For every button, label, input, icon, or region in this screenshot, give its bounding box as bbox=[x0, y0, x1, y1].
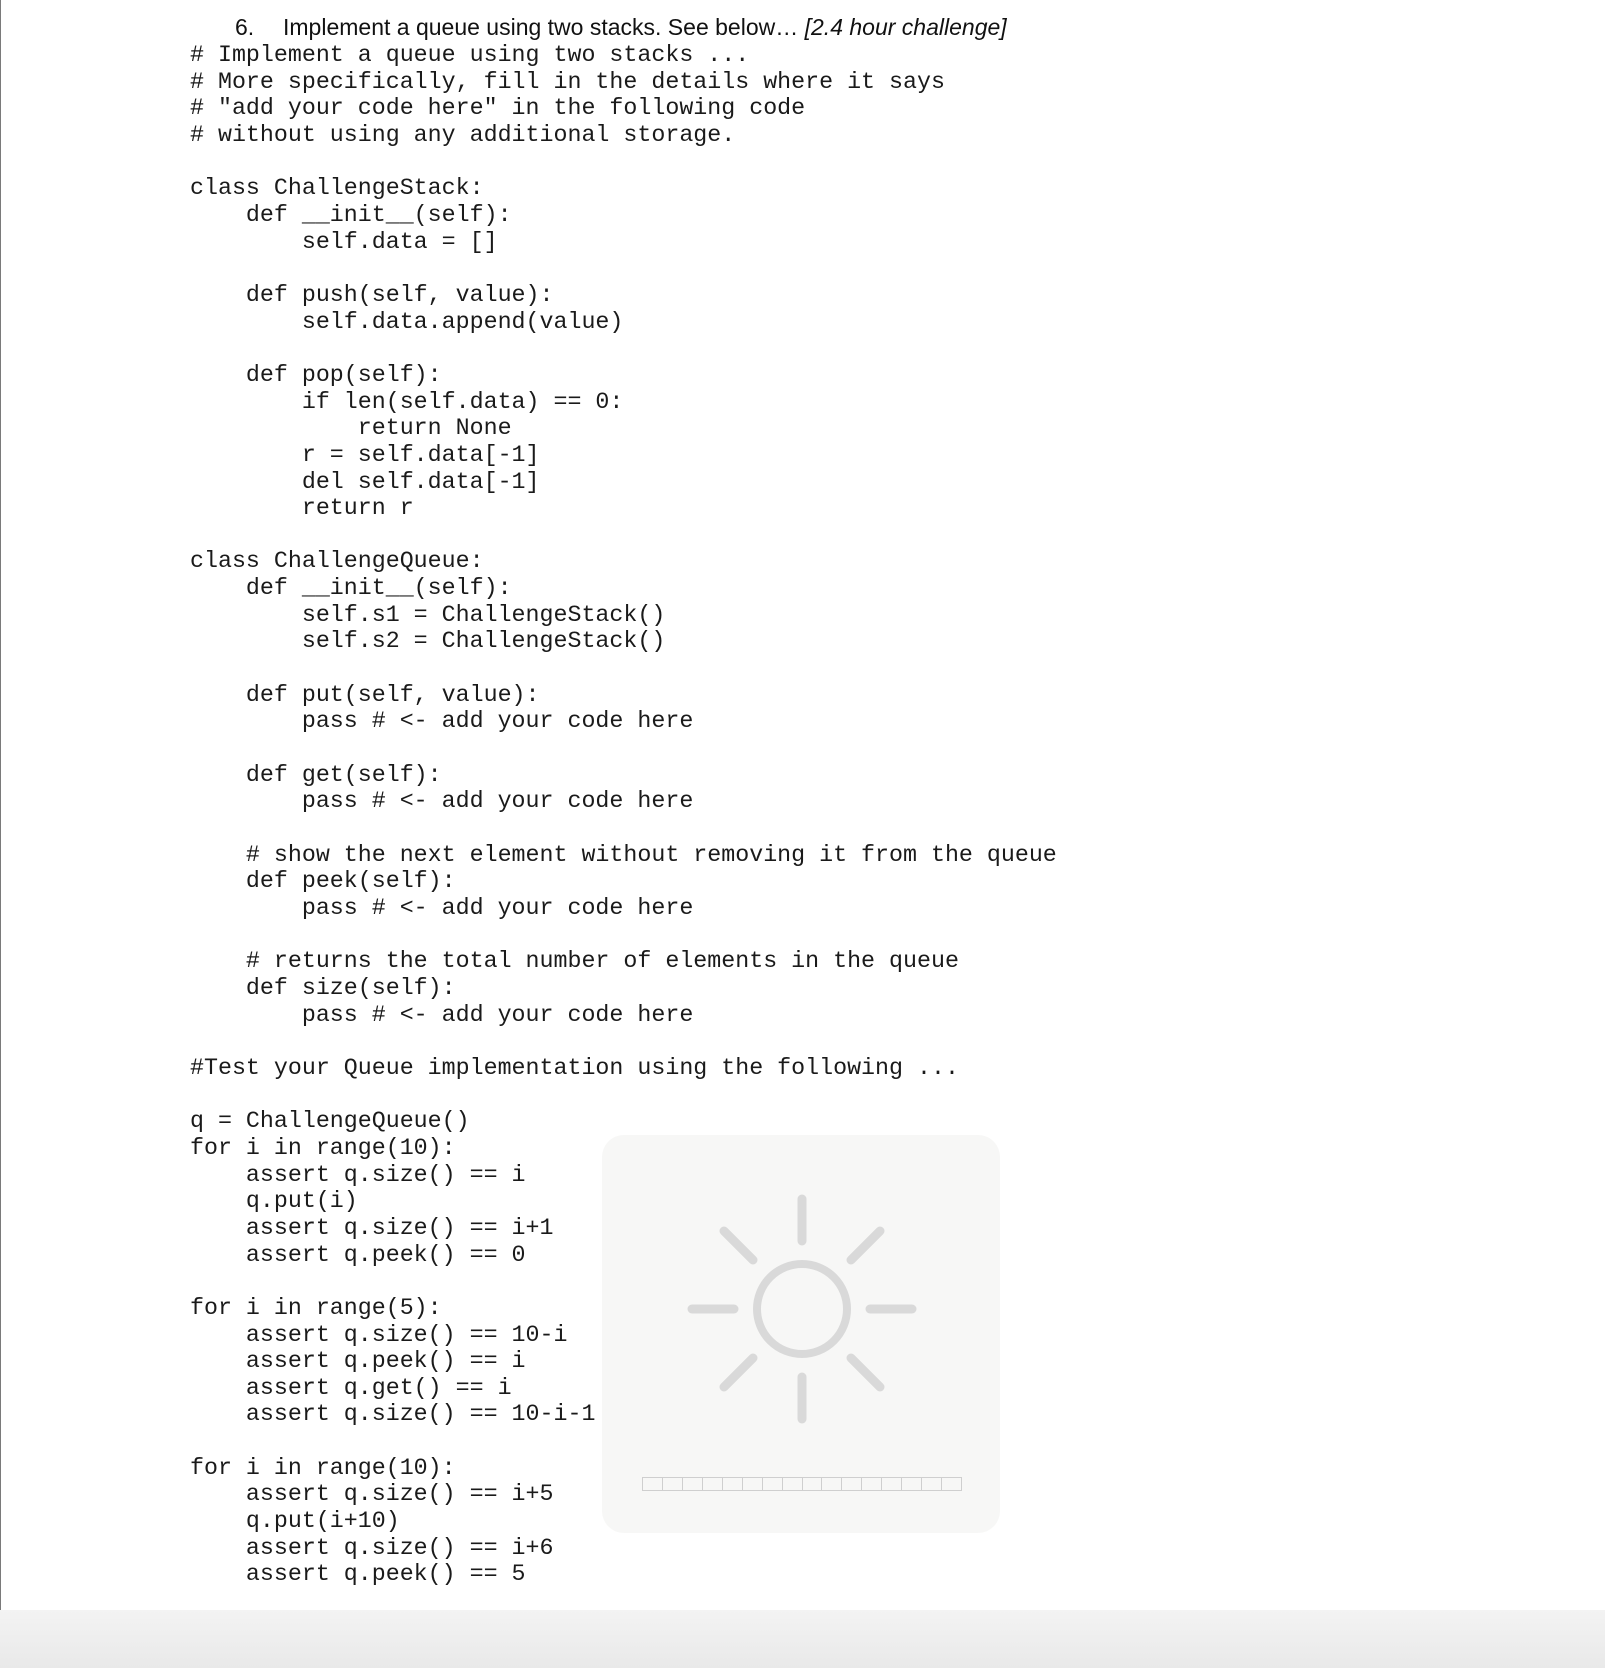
challenge-duration: [2.4 hour challenge] bbox=[804, 14, 1007, 40]
code-line: def pop(self): bbox=[190, 361, 442, 388]
code-line: q = ChallengeQueue() bbox=[190, 1108, 470, 1135]
code-line: # without using any additional storage. bbox=[190, 121, 736, 148]
code-line: self.s2 = ChallengeStack() bbox=[190, 628, 666, 655]
code-line: pass # <- add your code here bbox=[190, 1001, 694, 1028]
code-line bbox=[190, 335, 1057, 362]
progress-cell bbox=[763, 1478, 783, 1490]
code-line bbox=[190, 815, 1057, 842]
code-line: return r bbox=[190, 495, 414, 522]
question-number: 6. bbox=[235, 14, 255, 40]
progress-cell bbox=[942, 1478, 961, 1490]
code-line: assert q.peek() == 0 bbox=[190, 1241, 526, 1268]
code-line bbox=[190, 735, 1057, 762]
code-line: # More specifically, fill in the details where it says bbox=[190, 68, 945, 95]
question-heading bbox=[235, 14, 1007, 41]
spinner-icon bbox=[686, 1193, 918, 1425]
progress-cell bbox=[663, 1478, 683, 1490]
code-line: pass # <- add your code here bbox=[190, 788, 694, 815]
code-line: if len(self.data) == 0: bbox=[190, 388, 624, 415]
code-line: def put(self, value): bbox=[190, 681, 540, 708]
code-line: # "add your code here" in the following code bbox=[190, 95, 806, 122]
question-text: Implement a queue using two stacks. See below… bbox=[283, 14, 805, 40]
code-line: q.put(i) bbox=[190, 1188, 358, 1215]
code-line: def push(self, value): bbox=[190, 281, 554, 308]
code-line: def size(self): bbox=[190, 974, 456, 1001]
code-line: #Test your Queue implementation using the following ... bbox=[190, 1054, 959, 1081]
progress-cell bbox=[743, 1478, 763, 1490]
code-line: assert q.peek() == i bbox=[190, 1348, 526, 1375]
code-line: def __init__(self): bbox=[190, 575, 512, 602]
code-line: pass # <- add your code here bbox=[190, 895, 694, 921]
code-line: q.put(i+10) bbox=[190, 1508, 400, 1535]
code-line bbox=[190, 255, 1057, 282]
code-line: self.data = [] bbox=[190, 228, 498, 255]
code-line: self.s1 = ChallengeStack() bbox=[190, 601, 666, 628]
progress-cell bbox=[922, 1478, 942, 1490]
code-line bbox=[190, 922, 1057, 949]
code-line: assert q.size() == i bbox=[190, 1161, 526, 1188]
code-line: return None bbox=[190, 415, 512, 442]
code-line: r = self.data[-1] bbox=[190, 441, 540, 468]
code-line bbox=[190, 1082, 1057, 1109]
progress-cell bbox=[822, 1478, 842, 1490]
progress-cell bbox=[703, 1478, 723, 1490]
progress-cell bbox=[803, 1478, 823, 1490]
progress-cell bbox=[882, 1478, 902, 1490]
code-line: assert q.get() == i bbox=[190, 1374, 512, 1401]
code-line: assert q.peek() == 5 bbox=[190, 1561, 526, 1588]
loading-overlay bbox=[602, 1135, 1000, 1533]
progress-cell bbox=[902, 1478, 922, 1490]
progress-cell bbox=[842, 1478, 862, 1490]
code-line bbox=[190, 1028, 1057, 1055]
code-line: for i in range(5): bbox=[190, 1294, 442, 1321]
progress-cell bbox=[723, 1478, 743, 1490]
loading-progress-bar bbox=[642, 1477, 962, 1491]
progress-cell bbox=[643, 1478, 663, 1490]
progress-cell bbox=[862, 1478, 882, 1490]
code-line: assert q.size() == i+1 bbox=[190, 1214, 554, 1241]
code-line: class ChallengeStack: bbox=[190, 175, 484, 202]
code-line: assert q.size() == 10-i-1 bbox=[190, 1401, 596, 1428]
code-line: assert q.size() == 10-i bbox=[190, 1321, 568, 1348]
code-line: def peek(self): bbox=[190, 868, 456, 895]
code-line: # show the next element without removing it from the queue bbox=[190, 841, 1057, 868]
code-line bbox=[190, 522, 1057, 549]
code-line: assert q.size() == i+6 bbox=[190, 1534, 554, 1561]
code-line: del self.data[-1] bbox=[190, 468, 540, 495]
progress-cell bbox=[683, 1478, 703, 1490]
code-line: assert q.size() == i+5 bbox=[190, 1481, 554, 1508]
code-line: class ChallengeQueue: bbox=[190, 548, 484, 575]
code-line bbox=[190, 149, 1057, 176]
code-line: def get(self): bbox=[190, 761, 442, 788]
code-line: # returns the total number of elements in the queue bbox=[190, 948, 959, 975]
code-line bbox=[190, 655, 1057, 682]
bottom-toolbar bbox=[0, 1610, 1605, 1668]
code-line: def __init__(self): bbox=[190, 201, 512, 228]
code-line: for i in range(10): bbox=[190, 1134, 456, 1161]
progress-cell bbox=[783, 1478, 803, 1490]
code-line: for i in range(10): bbox=[190, 1454, 456, 1481]
code-line: pass # <- add your code here bbox=[190, 708, 694, 735]
code-line: self.data.append(value) bbox=[190, 308, 624, 335]
code-line: # Implement a queue using two stacks ... bbox=[190, 42, 750, 68]
